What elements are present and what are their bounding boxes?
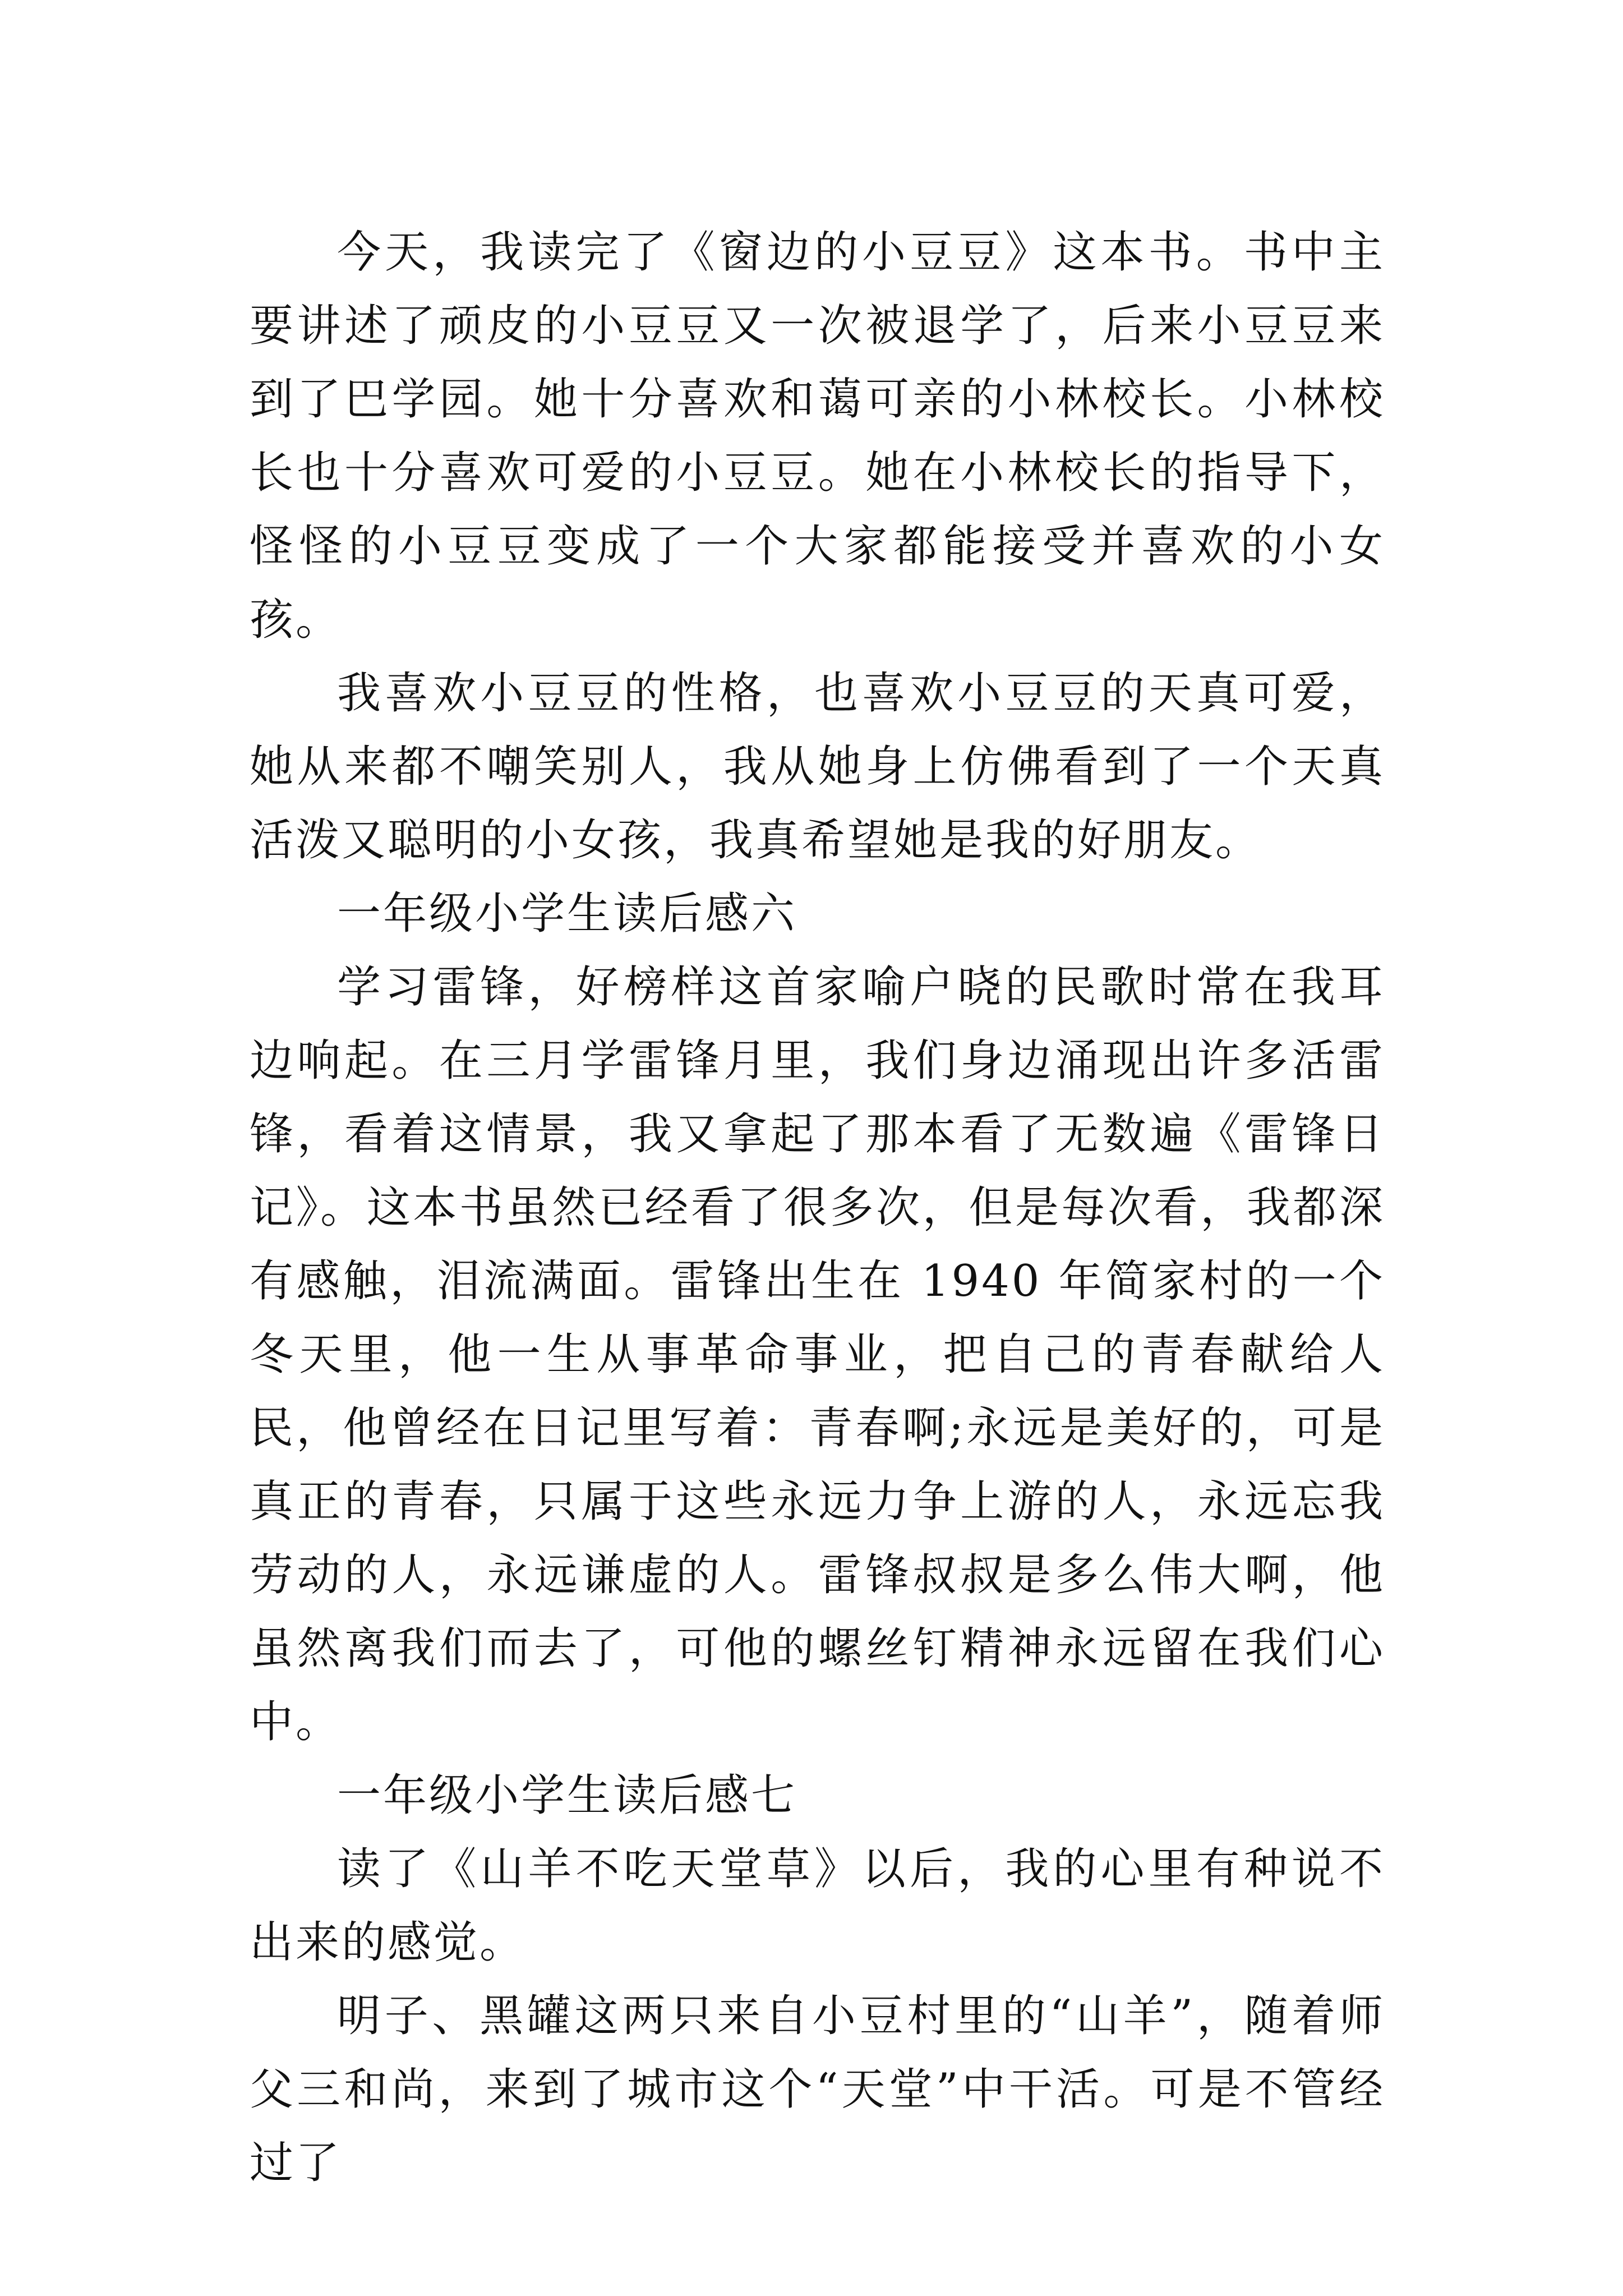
paragraph-5: 明子、黑罐这两只来自小豆村里的“山羊”，随着师父三和尚，来到了城市这个“天堂”中干活。可是不管经过了 [250, 1991, 1385, 2188]
document-body [250, 216, 1385, 2200]
paragraph-2: 我喜欢小豆豆的性格，也喜欢小豆豆的天真可爱，她从来都不嘲笑别人，我从她身上仿佛看到了一个天真活泼又聪明的小女孩，我真希望她是我的好朋友。 [250, 668, 1385, 866]
paragraph-3: 学习雷锋，好榜样这首家喻户晓的民歌时常在我耳边响起。在三月学雷锋月里，我们身边涌现出许多活雷锋，看着这情景，我又拿起了那本看了无数遍《雷锋日记》。这本书虽然已经看了很多次，但是每次看，我都深有感触，泪流满面。雷锋出生在 1940 年简家村的一个冬天里，他一生从事革命事业，把自己的青春献给人民，他曾经在日记里写着：青春啊;永远是美好的，可是真正的青春，只属于这些永远力争上游的人，永远忘我劳动的人，永远谦虚的人。雷锋叔叔是多么伟大啊，他虽然离我们而去了，可他的螺丝钉精神永远留在我们心中。 [250, 962, 1385, 1747]
paragraph-1: 今天，我读完了《窗边的小豆豆》这本书。书中主要讲述了顽皮的小豆豆又一次被退学了，后来小豆豆来到了巴学园。她十分喜欢和蔼可亲的小林校长。小林校长也十分喜欢可爱的小豆豆。她在小林校长的指导下，怪怪的小豆豆变成了一个大家都能接受并喜欢的小女孩。 [250, 227, 1385, 645]
paragraph-4: 读了《山羊不吃天堂草》以后，我的心里有种说不出来的感觉。 [250, 1844, 1385, 1968]
section-heading-7: 一年级小学生读后感七 [337, 1770, 797, 1821]
section-heading-6: 一年级小学生读后感六 [337, 889, 797, 939]
